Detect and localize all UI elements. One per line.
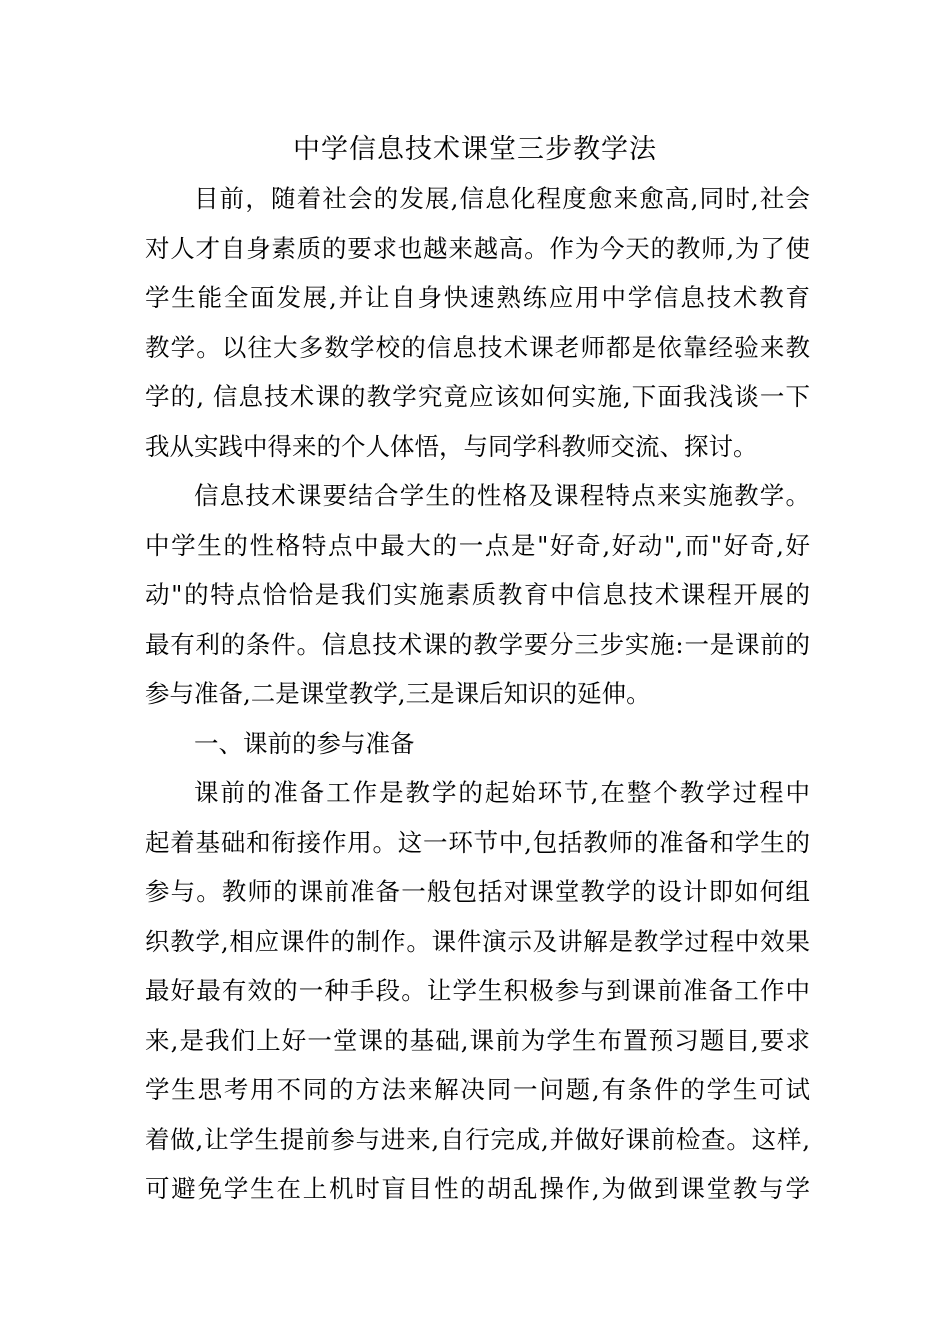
text-line: 动"的特点恰恰是我们实施素质教育中信息技术课程开展的 xyxy=(145,580,810,609)
text-line: 学的, 信息技术课的教学究竟应该如何实施,下面我浅谈一下 xyxy=(145,382,810,411)
text-line: 织教学,相应课件的制作。课件演示及讲解是教学过程中效果 xyxy=(145,926,810,956)
paragraph xyxy=(145,174,810,471)
text-line: 信息技术课要结合学生的性格及课程特点来实施教学。 xyxy=(194,481,810,510)
text-line: 着做,让学生提前参与进来,自行完成,并做好课前检查。这样, xyxy=(145,1124,810,1154)
text-line: 起着基础和衔接作用。这一环节中,包括教师的准备和学生的 xyxy=(145,827,810,857)
text-line: 可避免学生在上机时盲目性的胡乱操作,为做到课堂教与学 xyxy=(145,1174,810,1203)
text-line: 课前的准备工作是教学的起始环节,在整个教学过程中 xyxy=(194,778,810,807)
text-line: 来,是我们上好一堂课的基础,课前为学生布置预习题目,要求 xyxy=(145,1025,810,1055)
paragraph xyxy=(145,768,810,1214)
text-line: 目前，随着社会的发展,信息化程度愈来愈高,同时,社会 xyxy=(194,184,810,213)
section-heading xyxy=(145,719,810,769)
text-line: 学生思考用不同的方法来解决同一问题,有条件的学生可试 xyxy=(145,1075,810,1104)
text-line: 一、课前的参与准备 xyxy=(194,728,415,758)
text-line: 学生能全面发展,并让自身快速熟练应用中学信息技术教育 xyxy=(145,283,810,312)
paragraph xyxy=(145,471,810,719)
text-line: 最好最有效的一种手段。让学生积极参与到课前准备工作中 xyxy=(145,976,810,1005)
text-line: 最有利的条件。信息技术课的教学要分三步实施:一是课前的 xyxy=(145,629,810,659)
text-line: 中学生的性格特点中最大的一点是"好奇,好动",而"好奇,好 xyxy=(145,530,810,560)
text-line: 对人才自身素质的要求也越来越高。作为今天的教师,为了使 xyxy=(145,233,810,263)
text-line: 教学。以往大多数学校的信息技术课老师都是依靠经验来教 xyxy=(145,332,810,362)
text-line: 我从实践中得来的个人体悟，与同学科教师交流、探讨。 xyxy=(145,431,758,461)
text-line: 参与准备,二是课堂教学,三是课后知识的延伸。 xyxy=(145,679,651,708)
text-line: 参与。教师的课前准备一般包括对课堂教学的设计即如何组 xyxy=(145,877,810,906)
document-title: 中学信息技术课堂三步教学法 xyxy=(293,134,657,165)
document-body xyxy=(145,174,810,1214)
